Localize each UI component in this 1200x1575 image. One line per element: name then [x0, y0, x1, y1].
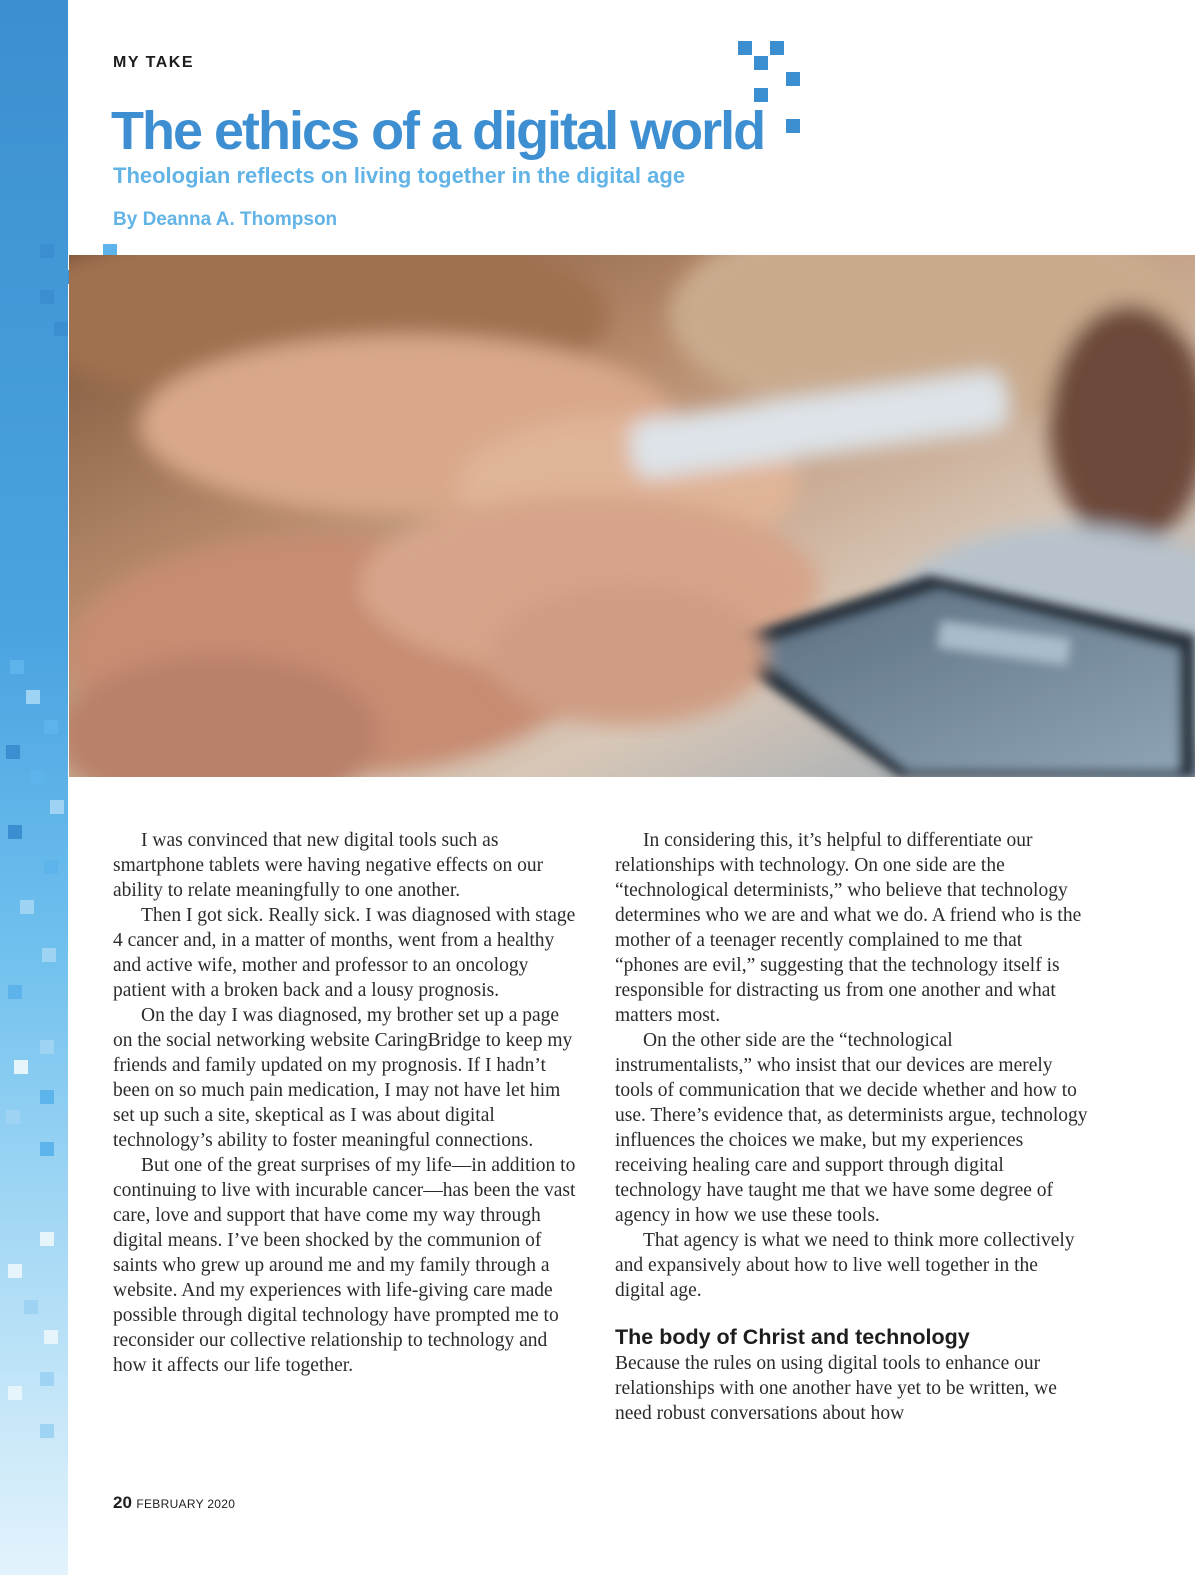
paragraph: Then I got sick. Really sick. I was diagnosed with stage 4 cancer and, in a matter of months, went from a healthy and active wife, mother and professor to an oncology patient with a broken back and a lousy prognosis.	[113, 905, 576, 1001]
paragraph: On the day I was diagnosed, my brother set up a page on the social networking website CaringBridge to keep my friends and family updated on my prognosis. If I hadn’t been on so much pain medication, I may not have let him set up such a site, skeptical as I was about digital technology’s ability to foster meaningful connections.	[113, 1005, 573, 1151]
paragraph: But one of the great surprises of my life—in addition to continuing to live with incurable cancer—has been the vast care, love and support that have come my way through digital means. I’ve been shocked by the communion of saints who grew up around me and my family through a website. And my experiences with life-giving care made possible through digital technology have prompted me to reconsider our collective relationship to technology and how it affects our life together.	[113, 1155, 576, 1376]
section-subheading: The body of Christ and technology	[615, 1325, 970, 1349]
paragraph: I was convinced that new digital tools such as smartphone tablets were having negative effects on our ability to relate meaningfully to one another.	[113, 830, 544, 901]
section-label: MY TAKE	[113, 54, 195, 71]
paragraph: In considering this, it’s helpful to differentiate our relationships with technology. On one side are the “technological determinists,” who believe that technology determines who we are and what we do. A friend who is the mother of a teenager recently complained to me that “phones are evil,” suggesting that the technology itself is responsible for distracting us from one another and what matters most.	[615, 830, 1082, 1026]
article-title: The ethics of a digital world	[111, 101, 765, 161]
paragraph: On the other side are the “technological instrumentalists,” who insist that our devices are merely tools of communication that we decide whether and how to use. There’s evidence that, as determinists argue, technology influences the choices we make, but my experiences receiving healing care and support through digital technology have taught me that we have some degree of agency in how we use these tools.	[615, 1030, 1088, 1226]
page-number: 20	[113, 1493, 132, 1512]
byline: By Deanna A. Thompson	[113, 209, 338, 230]
issue-date: FEBRUARY 2020	[136, 1497, 236, 1511]
article-subtitle: Theologian reflects on living together in the digital age	[113, 163, 686, 188]
paragraph: That agency is what we need to think more collectively and expansively about how to live well together in the digital age.	[615, 1230, 1075, 1301]
page-footer	[113, 1493, 235, 1513]
paragraph: Because the rules on using digital tools to enhance our relationships with one another have yet to be written, we need robust conversations about how	[615, 1353, 1057, 1424]
article-column-right	[615, 828, 1090, 1426]
article-column-left	[113, 828, 583, 1378]
hands-smartphone-photo	[69, 255, 1195, 777]
